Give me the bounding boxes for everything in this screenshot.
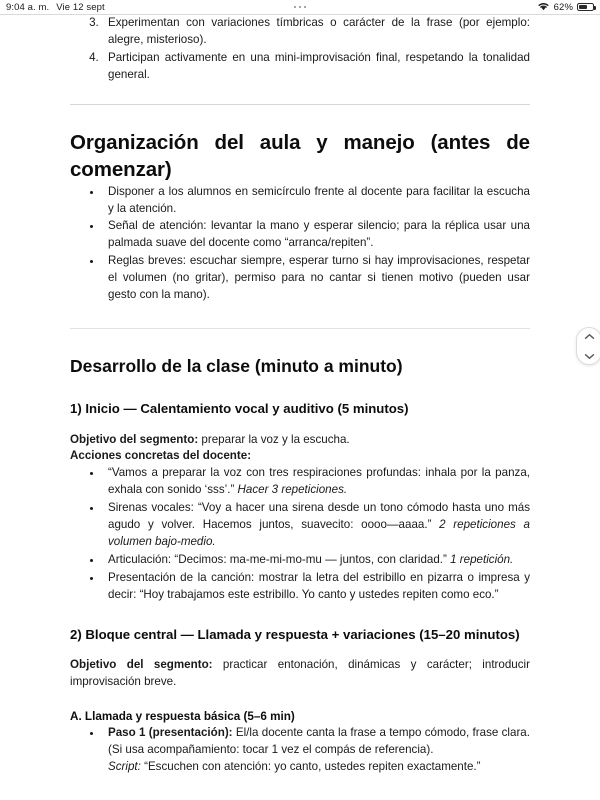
acciones-docente-label: [70, 448, 530, 465]
list-item: • Disponer a los alumnos en semicírculo frente al docente para facilitar la escucha y la atención.: [102, 184, 530, 218]
heading-llamada-respuesta: A. Llamada y respuesta básica (5–6 min): [70, 710, 295, 724]
bullet-italic: Hacer 3 repeticiones.: [237, 483, 348, 497]
status-bar: [0, 0, 600, 14]
objetivo-segmento-1: [70, 432, 530, 449]
list-item: [102, 465, 530, 499]
list-item: [102, 552, 530, 569]
bullet-italic: 2 repeticiones a volumen bajo-medio.: [108, 518, 530, 548]
bullet-list-bloque-central: [70, 725, 530, 776]
bullet-text: “Vamos a preparar la voz con tres respiraciones profundas: inhala por la panza, exhala con sonido ‘sss’.”: [108, 466, 530, 497]
section-divider: [70, 104, 530, 105]
list-item: 3. Experimentan con variaciones tímbricas o carácter de la frase (por ejemplo: alegre, misterioso).: [102, 15, 530, 49]
objetivo-segmento-2: [70, 657, 530, 691]
battery-fill: [579, 5, 587, 10]
objetivo-label: Objetivo del segmento:: [70, 658, 213, 672]
bullet-text: Presentación de la canción: mostrar la letra del estribillo en pizarra o impresa y decir: “Hoy trabajamos este estribillo. Yo canto y ustedes repiten como eco.”: [108, 570, 530, 601]
status-date: Vie 12 sept: [56, 1, 105, 13]
acciones-label: Acciones concretas del docente:: [70, 449, 252, 463]
bullet-text: Sirenas vocales: “Voy a hacer una sirena desde un tono cómodo hasta uno más agudo y volver. Hacemos juntos, suavecito: oooo—aaaa.”: [108, 501, 530, 531]
scroll-navigation-widget[interactable]: [576, 327, 600, 365]
document-page[interactable]: [0, 14, 600, 800]
list-item: 4. Participan activamente en una mini-improvisación final, respetando la tonalidad general.: [102, 50, 530, 84]
script-label: Script:: [108, 760, 141, 774]
document-body: [0, 15, 600, 776]
script-text: “Escuchen con atención: yo canto, ustedes repiten exactamente.”: [140, 760, 481, 774]
battery-percent-label: 62%: [553, 1, 573, 13]
objetivo-text: practicar entonación, dinámicas y carácter; introducir improvisación breve.: [70, 658, 530, 689]
wifi-icon: [537, 1, 550, 14]
heading-desarrollo: Desarrollo de la clase (minuto a minuto): [70, 356, 403, 377]
list-item: [102, 725, 530, 776]
bullet-list-organizacion: [70, 184, 530, 304]
battery-icon: [577, 3, 594, 12]
chevron-up-icon[interactable]: [584, 327, 595, 345]
page-title-organizacion: Organización del aula y manejo (antes de comenzar): [70, 130, 530, 182]
more-dots-icon: [294, 6, 307, 9]
chevron-down-icon[interactable]: [584, 347, 595, 365]
objetivo-label: Objetivo del segmento:: [70, 432, 199, 446]
numbered-list-continued: [70, 15, 530, 84]
list-item: [102, 500, 530, 551]
list-item: [102, 570, 530, 604]
status-bar-left: [6, 2, 105, 13]
objetivo-text: preparar la voz y la escucha.: [198, 432, 350, 446]
status-time: 9:04 a. m.: [6, 1, 50, 13]
heading-inicio: 1) Inicio — Calentamiento vocal y auditivo (5 minutos): [70, 400, 409, 416]
bullet-italic: 1 repetición.: [450, 552, 514, 566]
heading-bloque-central: 2) Bloque central — Llamada y respuesta + variaciones (15–20 minutos): [70, 626, 520, 642]
paso-label: Paso 1 (presentación):: [108, 726, 233, 740]
list-item: • Reglas breves: escuchar siempre, esperar turno si hay improvisaciones, respetar el volumen (no gritar), permiso para no cantar si tienen motivo (pueden usar gesto con la mano).: [102, 253, 530, 304]
bullet-text: Articulación: “Decimos: ma-me-mi-mo-mu — juntos, con claridad.”: [108, 552, 451, 566]
section-divider-2: [70, 328, 530, 329]
bullet-list-inicio: [70, 465, 530, 603]
status-bar-right: [537, 1, 594, 14]
paso-text: El/la docente canta la frase a tempo cómodo, frase clara. (Si usa acompañamiento: tocar 1 vez el compás de referencia).: [108, 726, 530, 757]
list-item: • Señal de atención: levantar la mano y esperar silencio; para la réplica usar una palmada suave del docente como “arranca/repiten”.: [102, 218, 530, 252]
